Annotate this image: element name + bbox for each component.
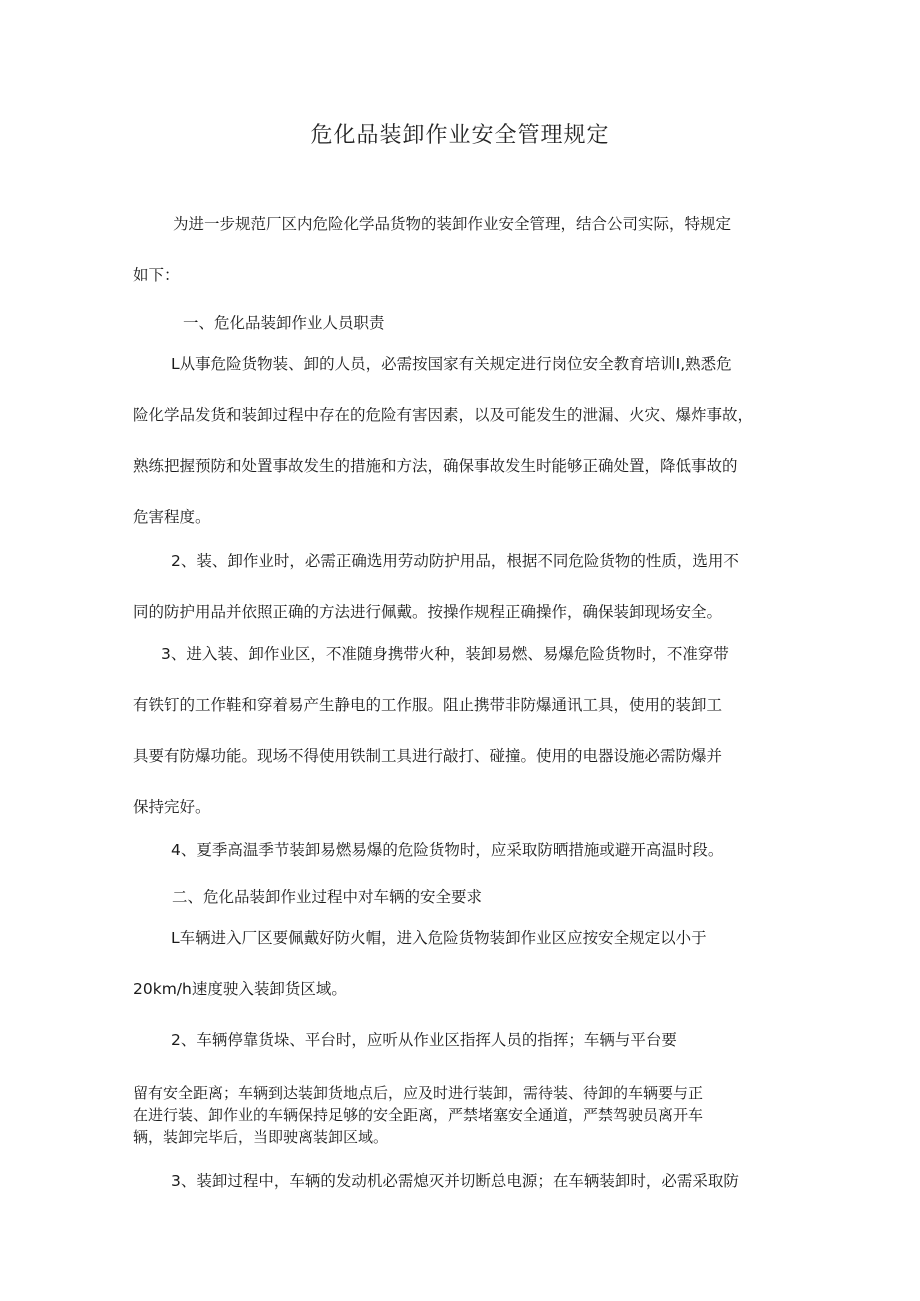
s2-item1-line-2: 20km/h速度驶入装卸货区域。 xyxy=(133,980,347,998)
intro-paragraph xyxy=(133,199,793,301)
s2-item1-line-1: L车辆进入厂区要佩戴好防火帽，进入危险货物装卸作业区应按安全规定以小于 xyxy=(171,929,707,947)
s2-item2-line-3: 在进行装、卸作业的车辆保持足够的安全距离，严禁堵塞安全通道，严禁驾驶员离开车 xyxy=(133,1106,704,1124)
s2-item2-line-4: 辆，装卸完毕后，当即驶离装卸区域。 xyxy=(133,1128,389,1146)
intro-line-1: 为进一步规范厂区内危险化学品货物的装卸作业安全管理，结合公司实际，特规定 xyxy=(173,215,732,233)
s1-item3-line-3: 具要有防爆功能。现场不得使用铁制工具进行敲打、碰撞。使用的电器设施必需防爆并 xyxy=(133,747,723,765)
s1-item2-line-2: 同的防护用品并依照正确的方法进行佩戴。按操作规程正确操作，确保装卸现场安全。 xyxy=(133,603,723,621)
s2-item3-line-1: 3、装卸过程中，车辆的发动机必需熄灭并切断总电源；在车辆装卸时，必需采取防 xyxy=(171,1172,739,1190)
document-title: 危化品装卸作业安全管理规定 xyxy=(310,123,610,148)
section-1-heading: 一、危化品装卸作业人员职责 xyxy=(183,314,385,332)
intro-line-2: 如下： xyxy=(133,266,180,284)
section-2-item-3 xyxy=(133,1156,793,1207)
s1-item2-line-1: 2、装、卸作业时，必需正确选用劳动防护用品，根据不同危险货物的性质，选用不 xyxy=(171,552,739,570)
s1-item1-line-4: 危害程度。 xyxy=(133,508,211,526)
section-1-item-2 xyxy=(133,536,793,638)
section-2-item-2-first xyxy=(133,1015,793,1066)
section-2-item-2-rest xyxy=(133,1082,793,1148)
section-1-item-3 xyxy=(133,629,793,833)
s1-item3-line-4: 保持完好。 xyxy=(133,798,211,816)
s2-item2-line-2: 留有安全距离；车辆到达装卸货地点后，应及时进行装卸，需待装、待卸的车辆要与正 xyxy=(133,1084,704,1102)
s1-item3-line-2: 有铁钉的工作鞋和穿着易产生静电的工作服。阻止携带非防爆通讯工具，使用的装卸工 xyxy=(133,696,723,714)
s1-item1-line-3: 熟练把握预防和处置事故发生的措施和方法，确保事故发生时能够正确处置，降低事故的 xyxy=(133,457,738,475)
section-1-item-4 xyxy=(133,825,793,876)
s1-item1-line-2: 险化学品发货和装卸过程中存在的危险有害因素，以及可能发生的泄漏、火灾、爆炸事故， xyxy=(133,406,754,424)
s1-item4-line-1: 4、夏季高温季节装卸易燃易爆的危险货物时，应采取防晒措施或避开高温时段。 xyxy=(171,841,724,859)
section-2-heading: 二、危化品装卸作业过程中对车辆的安全要求 xyxy=(172,888,483,906)
s2-item2-line-1: 2、车辆停靠货垛、平台时，应听从作业区指挥人员的指挥；车辆与平台要 xyxy=(171,1031,677,1049)
s1-item1-line-1: L从事危险货物装、卸的人员，必需按国家有关规定进行岗位安全教育培训I,熟悉危 xyxy=(171,355,732,373)
s1-item3-line-1: 3、进入装、卸作业区，不准随身携带火种，装卸易燃、易爆危险货物时，不准穿带 xyxy=(161,645,729,663)
section-1-item-1 xyxy=(133,339,793,543)
section-2-item-1 xyxy=(133,913,793,1015)
